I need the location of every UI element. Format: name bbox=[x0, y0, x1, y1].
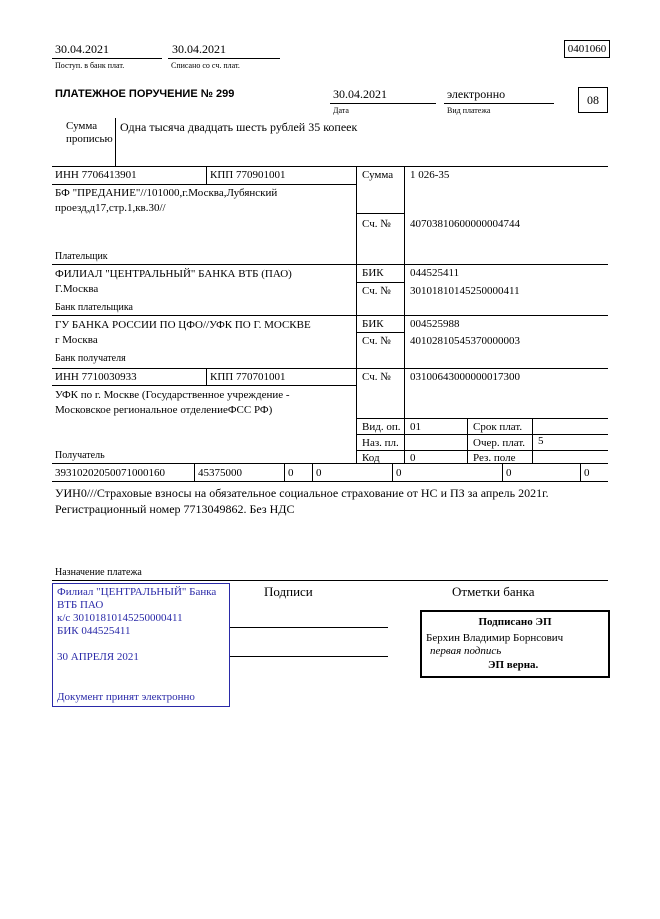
tax-oktmo: 45375000 bbox=[198, 467, 242, 479]
amount-words-label-line1: Сумма bbox=[66, 120, 98, 132]
received-label: Поступ. в банк плат. bbox=[55, 61, 125, 70]
purpose-label: Назначение платежа bbox=[55, 567, 142, 578]
naz-label: Наз. пл. bbox=[362, 437, 399, 449]
page-title: ПЛАТЕЖНОЕ ПОРУЧЕНИЕ № 299 bbox=[55, 88, 235, 100]
payer-bik-label: БИК bbox=[362, 267, 384, 279]
tax-field-7: 0 bbox=[584, 467, 590, 479]
tax-field-5: 0 bbox=[396, 467, 402, 479]
payee-bank-name bbox=[55, 318, 311, 348]
ocher-label: Очер. плат. bbox=[473, 437, 526, 449]
tax-field-3: 0 bbox=[288, 467, 294, 479]
payer-name bbox=[55, 186, 277, 216]
payer-bank-label: Банк плательщика bbox=[55, 302, 133, 313]
payment-type-label: Вид платежа bbox=[447, 106, 491, 115]
payee-name-line2: Московское региональное отделениеФСС РФ) bbox=[55, 404, 273, 416]
payment-type: электронно bbox=[447, 87, 506, 101]
bank-stamp bbox=[52, 583, 230, 707]
tax-field-4: 0 bbox=[316, 467, 322, 479]
srok-label: Срок плат. bbox=[473, 421, 523, 433]
payer-name-line2: проезд,д17,стр.1,кв.30// bbox=[55, 202, 166, 214]
payee-bik-value: 004525988 bbox=[410, 318, 460, 330]
payer-kpp: КПП 770901001 bbox=[210, 169, 286, 181]
kod-value: 0 bbox=[410, 452, 416, 464]
payee-label: Получатель bbox=[55, 450, 105, 461]
payee-inn: ИНН 7710030933 bbox=[55, 371, 137, 383]
stamp-accepted: Документ принят электронно bbox=[57, 691, 195, 703]
bank-marks-label: Отметки банка bbox=[452, 584, 535, 599]
payee-kpp: КПП 770701001 bbox=[210, 371, 286, 383]
date-label: Дата bbox=[333, 106, 349, 115]
payer-bank-account-label: Сч. № bbox=[362, 285, 391, 297]
payer-account-label: Сч. № bbox=[362, 218, 391, 230]
amount-words-value: Одна тысяча двадцать шесть рублей 35 копеек bbox=[120, 120, 358, 134]
payment-purpose bbox=[55, 485, 549, 517]
payer-bik-value: 044525411 bbox=[410, 267, 460, 279]
document-date: 30.04.2021 bbox=[333, 87, 387, 101]
stamp-line2: ВТБ ПАО bbox=[57, 599, 104, 611]
vid-op-label: Вид. оп. bbox=[362, 421, 401, 433]
ocher-value: 5 bbox=[538, 435, 544, 447]
sum-label: Сумма bbox=[362, 169, 394, 181]
kod-label: Код bbox=[362, 452, 380, 464]
payer-label: Плательщик bbox=[55, 251, 108, 262]
form-code: 0401060 bbox=[564, 40, 610, 58]
tax-field-6: 0 bbox=[506, 467, 512, 479]
payer-name-line1: БФ "ПРЕДАНИЕ"//101000,г.Москва,Лубянский bbox=[55, 187, 278, 199]
payer-account-value: 40703810600000004744 bbox=[410, 218, 520, 230]
rez-label: Рез. поле bbox=[473, 452, 516, 464]
vid-op-value: 01 bbox=[410, 421, 421, 433]
payee-bank-name-line1: ГУ БАНКА РОССИИ ПО ЦФО//УФК ПО Г. МОСКВЕ bbox=[55, 319, 311, 331]
payee-bank-label: Банк получателя bbox=[55, 353, 126, 364]
payee-bik-label: БИК bbox=[362, 318, 384, 330]
esign-name: Берхин Владимир Борнсович bbox=[426, 632, 564, 644]
esign-role: первая подпись bbox=[430, 645, 502, 657]
debited-date: 30.04.2021 bbox=[172, 42, 226, 56]
payer-bank-name bbox=[55, 267, 292, 297]
payee-account-label: Сч. № bbox=[362, 371, 391, 383]
payer-inn: ИНН 7706413901 bbox=[55, 169, 137, 181]
sum-value: 1 026-35 bbox=[410, 169, 450, 181]
signatures-label: Подписи bbox=[264, 584, 313, 599]
payee-name bbox=[55, 388, 290, 418]
tax-kbk: 39310202050071000160 bbox=[55, 467, 165, 479]
amount-words-label bbox=[66, 120, 113, 146]
payment-purpose-line1: УИН0///Страховые взносы на обязательное социальное страхование от НС и ПЗ за апрель 2021г. bbox=[55, 486, 549, 500]
payee-bank-account-label: Сч. № bbox=[362, 335, 391, 347]
received-date: 30.04.2021 bbox=[55, 42, 109, 56]
payer-bank-name-line1: ФИЛИАЛ "ЦЕНТРАЛЬНЫЙ" БАНКА ВТБ (ПАО) bbox=[55, 268, 292, 280]
payee-bank-name-line2: г Москва bbox=[55, 334, 98, 346]
payee-name-line1: УФК по г. Москве (Государственное учреждение - bbox=[55, 389, 290, 401]
stamp-line3: к/с 30101810145250000411 bbox=[57, 612, 183, 624]
esign-title: Подписано ЭП bbox=[478, 616, 552, 628]
status-code: 08 bbox=[578, 87, 608, 113]
amount-words-label-line2: прописью bbox=[66, 133, 113, 145]
payment-purpose-line2: Регистрационный номер 7713049862. Без НДС bbox=[55, 502, 295, 516]
stamp-line1: Филиал "ЦЕНТРАЛЬНЫЙ" Банка bbox=[57, 586, 217, 598]
payee-account-value: 03100643000000017300 bbox=[410, 371, 520, 383]
esign-box bbox=[420, 610, 610, 678]
payee-bank-account-value: 40102810545370000003 bbox=[410, 335, 520, 347]
debited-label: Списано со сч. плат. bbox=[171, 61, 240, 70]
esign-verified: ЭП верна. bbox=[488, 659, 539, 671]
payer-bank-name-line2: Г.Москва bbox=[55, 283, 99, 295]
stamp-line4: БИК 044525411 bbox=[57, 625, 131, 637]
payer-bank-account-value: 30101810145250000411 bbox=[410, 285, 520, 297]
stamp-date: 30 АПРЕЛЯ 2021 bbox=[57, 651, 139, 663]
